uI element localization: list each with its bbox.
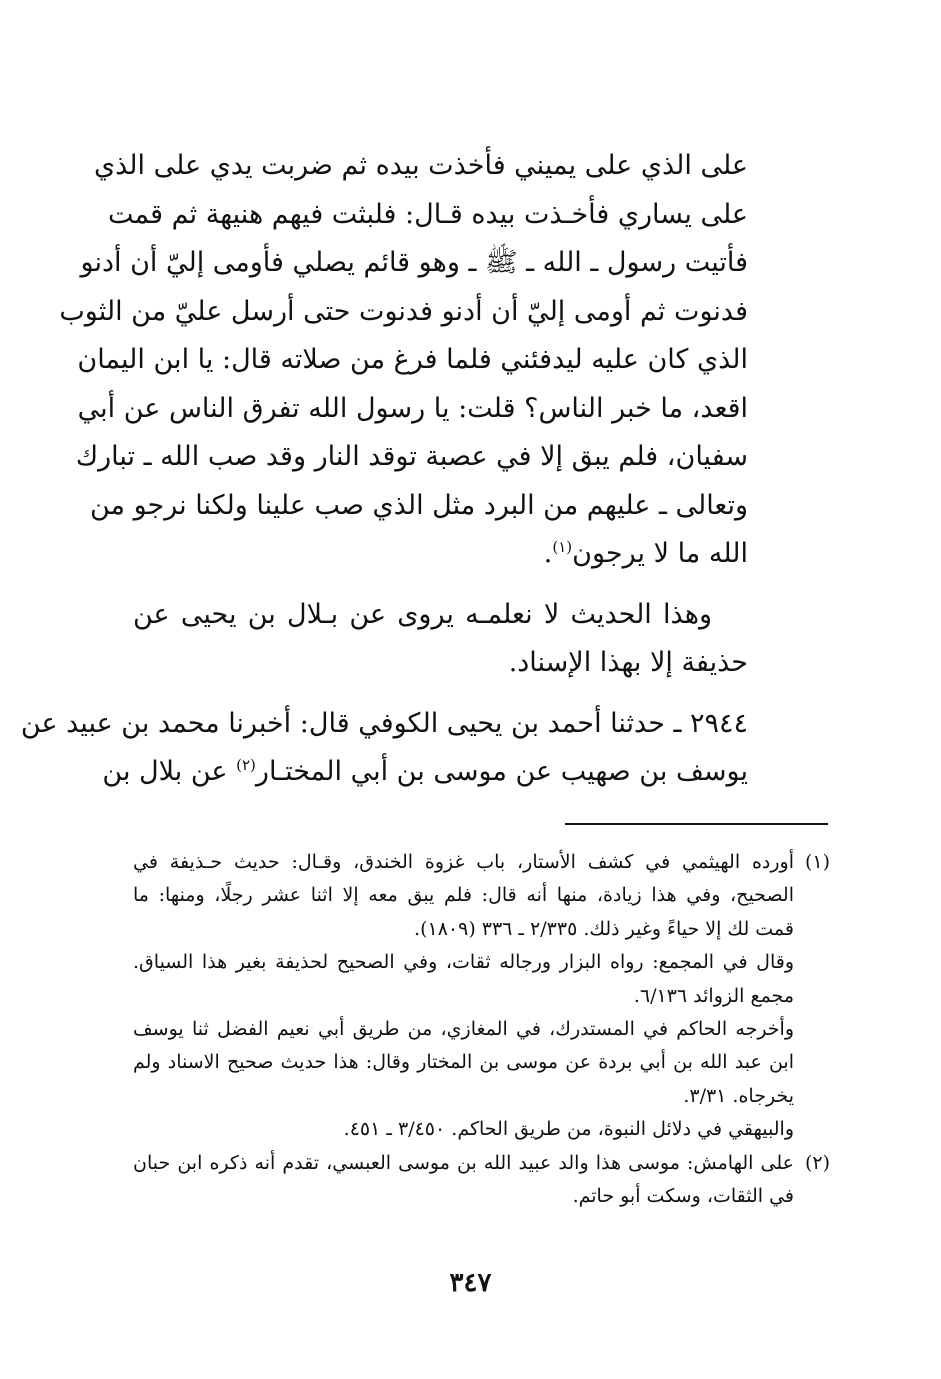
- footnote-marker-1: (١): [804, 851, 830, 873]
- text-fragment: .: [543, 538, 553, 569]
- text-fragment: ـ حدثنا أحمد بن يحيى الكوفي قال: أخبرنا محمد بن عبيد عن: [20, 707, 690, 739]
- text-line: فأتيت رسول ـ الله ـ ﷺ ـ وهو قائم يصلي فأومى إليّ أن أدنو: [80, 247, 748, 278]
- text-fragment: يوسف بن صهيب عن موسى بن أبي المختـار: [255, 756, 748, 787]
- footnote-line: وقال في المجمع: رواه البزار ورجاله ثقات، وفي الصحيح لحذيفة بغير هذا السياق.: [133, 951, 794, 974]
- footnote-line: [133, 846, 830, 879]
- text-fragment: أورده الهيثمي في كشف الأستار، باب غزوة الخندق، وقـال: حديث حـذيفة في: [133, 851, 794, 873]
- footnote-line: مجمع الزوائد ٦/١٣٦.: [633, 984, 794, 1007]
- main-text: [20, 142, 748, 797]
- text-line: اقعد، ما خبر الناس؟ قلت: يا رسول الله تفرق الناس عن أبي: [77, 392, 748, 424]
- commentary-line: وهذا الحديث لا نعلمـه يروى عن بـلال بن يحيى عن: [133, 598, 712, 630]
- hadith-number: ٢٩٤٤: [689, 707, 748, 739]
- text-line: على يساري فأخـذت بيده قـال: فلبثت فيهم هنيهة ثم قمت: [108, 198, 748, 230]
- text-line: على الذي على يميني فأخذت بيده ثم ضربت يدي على الذي: [93, 150, 748, 181]
- page-number: ٣٤٧: [449, 1268, 492, 1298]
- text-fragment: على الهامش: موسى هذا والد عبيد الله بن موسى العبسي، تقدم أنه ذكره ابن حبان: [133, 1151, 794, 1174]
- hadith-line-with-footnote-ref: [102, 748, 748, 797]
- footnote-line: قمت لك إلا حياءً وغير ذلك. ٢/٣٣٥ ـ ٣٣٦ (١٨٠٩).: [414, 917, 794, 940]
- footnote-separator: [565, 823, 828, 825]
- text-line: سفيان، فلم يبق إلا في عصبة توقد النار وقد صب الله ـ تبارك: [75, 441, 748, 472]
- footnote-line: الصحيح، وفي هذا زيادة، منها أنه قال: فلم يبق معه إلا اثنا عشر رجلًا، ومنها: ما: [133, 884, 794, 907]
- footnote-ref-2: (٢): [236, 756, 256, 774]
- text-line: فدنوت ثم أومى إليّ أن أدنو فدنوت حتى أرسل عليّ من الثوب: [59, 295, 748, 327]
- footnote-marker-2: (٢): [804, 1151, 830, 1174]
- footnote-line: والبيهقي في دلائل النبوة، من طريق الحاكم. ٣/٤٥٠ ـ ٤٥١.: [343, 1118, 794, 1141]
- text-line-with-footnote-ref: [133, 530, 748, 579]
- text-fragment: الله ما لا يرجون: [572, 538, 748, 569]
- footnote-line: ابن عبد الله بن أبي بردة عن موسى بن المختار وقال: هذا حديث صحيح الاسناد ولم: [133, 1051, 794, 1074]
- commentary-line: حذيفة إلا بهذا الإسناد.: [508, 647, 748, 678]
- footnotes: [133, 846, 830, 1213]
- footnote-line: وأخرجه الحاكم في المستدرك، في المغازي، من طريق أبي نعيم الفضل ثنا يوسف: [133, 1017, 794, 1040]
- hadith-line: [20, 700, 748, 749]
- footnote-line: [133, 1147, 830, 1180]
- footnote-ref-1: (١): [552, 538, 573, 556]
- text-fragment: عن بلال بن: [102, 756, 237, 787]
- text-line: الذي كان عليه ليدفئني فلما فرغ من صلاته قال: يا ابن اليمان: [77, 344, 748, 375]
- footnote-line: يخرجاه. ٣/٣١.: [683, 1084, 794, 1107]
- text-line: وتعالى ـ عليهم من البرد مثل الذي صب علينا ولكنا نرجو من: [90, 489, 748, 521]
- footnote-line: في الثقات، وسكت أبو حاتم.: [572, 1184, 794, 1207]
